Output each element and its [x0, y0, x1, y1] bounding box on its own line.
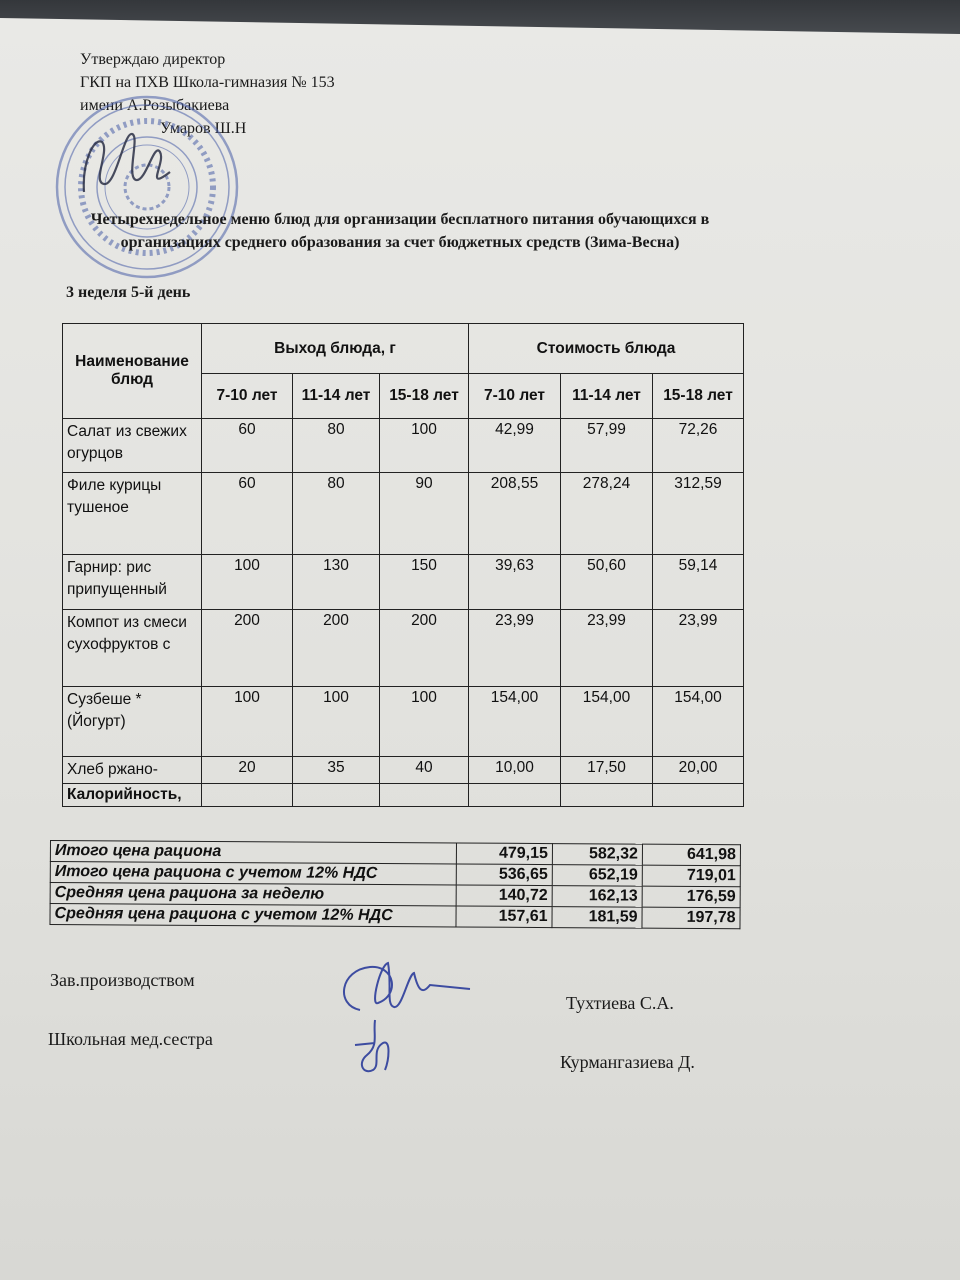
- totals-value: 719,01: [642, 865, 740, 887]
- totals-value: 162,13: [552, 886, 642, 908]
- totals-value: 536,65: [456, 864, 552, 886]
- totals-value: 582,32: [552, 844, 642, 866]
- cost-cell: 23,99: [469, 610, 561, 687]
- totals-value: 652,19: [552, 865, 642, 887]
- cost-cell: 72,26: [653, 419, 744, 473]
- name-school-nurse: Курмангазиева Д.: [560, 1052, 695, 1072]
- menu-table: [62, 323, 744, 807]
- document-title: Четырехнедельное меню блюд для организации бесплатного питания обучающихся в организациях среднего образования за счет бюджетных средств (Зима-Весна): [90, 211, 710, 251]
- dish-name: Хлеб ржано-: [63, 757, 202, 784]
- output-cell: 130: [293, 555, 380, 610]
- output-cell: 60: [202, 419, 293, 473]
- cost-cell: 23,99: [653, 610, 744, 687]
- cost-cell: 57,99: [561, 419, 653, 473]
- dish-name: Сузбеше *(Йогурт): [63, 687, 202, 757]
- output-cell: 200: [293, 610, 380, 687]
- week-day-label: 3 неделя 5-й день: [66, 284, 191, 301]
- empty-cell: [380, 784, 469, 807]
- totals-value: 176,59: [642, 886, 740, 908]
- output-cell: 150: [380, 555, 469, 610]
- director-signature-icon: [74, 122, 184, 202]
- dish-name: Компот из смеси сухофруктов с: [63, 610, 202, 687]
- totals-value: 157,61: [456, 906, 552, 928]
- output-cell: 200: [380, 610, 469, 687]
- totals-value: 641,98: [642, 844, 740, 866]
- approval-line-3: имени А.Розыбакиева: [80, 97, 230, 114]
- empty-cell: [469, 784, 561, 807]
- col-header-name: Наименование блюд: [63, 324, 202, 419]
- cost-cell: 154,00: [561, 687, 653, 757]
- age-header: 7-10 лет: [469, 374, 561, 419]
- output-cell: 90: [380, 473, 469, 555]
- output-cell: 100: [202, 687, 293, 757]
- cost-cell: 154,00: [653, 687, 744, 757]
- age-header: 15-18 лет: [380, 374, 469, 419]
- cost-cell: 10,00: [469, 757, 561, 784]
- totals-label: Средняя цена рациона с учетом 12% НДС: [50, 904, 456, 927]
- totals-value: 479,15: [456, 843, 552, 865]
- table-row: [63, 419, 744, 473]
- nurse-signature-icon: [345, 1015, 405, 1080]
- output-cell: 60: [202, 473, 293, 555]
- age-header: 7-10 лет: [202, 374, 293, 419]
- age-header: 11-14 лет: [561, 374, 653, 419]
- col-header-output: Выход блюда, г: [202, 324, 469, 374]
- age-header: 15-18 лет: [653, 374, 744, 419]
- output-cell: 200: [202, 610, 293, 687]
- totals-label: Итого цена рациона с учетом 12% НДС: [50, 862, 456, 885]
- empty-cell: [293, 784, 380, 807]
- output-cell: 80: [293, 419, 380, 473]
- cost-cell: 312,59: [653, 473, 744, 555]
- approval-line-1: Утверждаю директор: [80, 51, 226, 68]
- table-row: [63, 610, 744, 687]
- cost-cell: 208,55: [469, 473, 561, 555]
- cost-cell: 20,00: [653, 757, 744, 784]
- output-cell: 100: [380, 419, 469, 473]
- cost-cell: 39,63: [469, 555, 561, 610]
- output-cell: 100: [202, 555, 293, 610]
- output-cell: 40: [380, 757, 469, 784]
- output-cell: 100: [293, 687, 380, 757]
- calorie-row: [63, 784, 744, 807]
- empty-cell: [202, 784, 293, 807]
- totals-value: 181,59: [552, 907, 642, 929]
- header-row: [63, 324, 744, 374]
- cost-cell: 17,50: [561, 757, 653, 784]
- age-header: 11-14 лет: [293, 374, 380, 419]
- empty-cell: [653, 784, 744, 807]
- output-cell: 100: [380, 687, 469, 757]
- totals-table: [49, 840, 741, 929]
- cost-cell: 50,60: [561, 555, 653, 610]
- dish-name: Гарнир: рис припущенный: [63, 555, 202, 610]
- col-header-cost: Стоимость блюда: [469, 324, 744, 374]
- director-name: Умаров Ш.Н: [160, 120, 247, 137]
- dish-name: Филе курицы тушеное: [63, 473, 202, 555]
- calorie-label: Калорийность,: [63, 784, 202, 807]
- table-row: [63, 473, 744, 555]
- empty-cell: [561, 784, 653, 807]
- output-cell: 80: [293, 473, 380, 555]
- totals-value: 197,78: [642, 907, 740, 929]
- output-cell: 35: [293, 757, 380, 784]
- totals-label: Средняя цена рациона за неделю: [50, 883, 456, 906]
- cost-cell: 278,24: [561, 473, 653, 555]
- name-production-manager: Тухтиева С.А.: [566, 993, 674, 1013]
- table-row: [63, 555, 744, 610]
- totals-row: [50, 904, 740, 929]
- table-row: [63, 687, 744, 757]
- role-production-manager: Зав.производством: [50, 970, 195, 990]
- totals-value: 140,72: [456, 885, 552, 907]
- role-school-nurse: Школьная мед.сестра: [48, 1029, 213, 1049]
- output-cell: 20: [202, 757, 293, 784]
- table-row: [63, 757, 744, 784]
- cost-cell: 42,99: [469, 419, 561, 473]
- cost-cell: 59,14: [653, 555, 744, 610]
- approval-line-2: ГКП на ПХВ Школа-гимназия № 153: [80, 74, 335, 91]
- cost-cell: 154,00: [469, 687, 561, 757]
- dish-name: Салат из свежих огурцов: [63, 419, 202, 473]
- cost-cell: 23,99: [561, 610, 653, 687]
- totals-label: Итого цена рациона: [50, 841, 456, 864]
